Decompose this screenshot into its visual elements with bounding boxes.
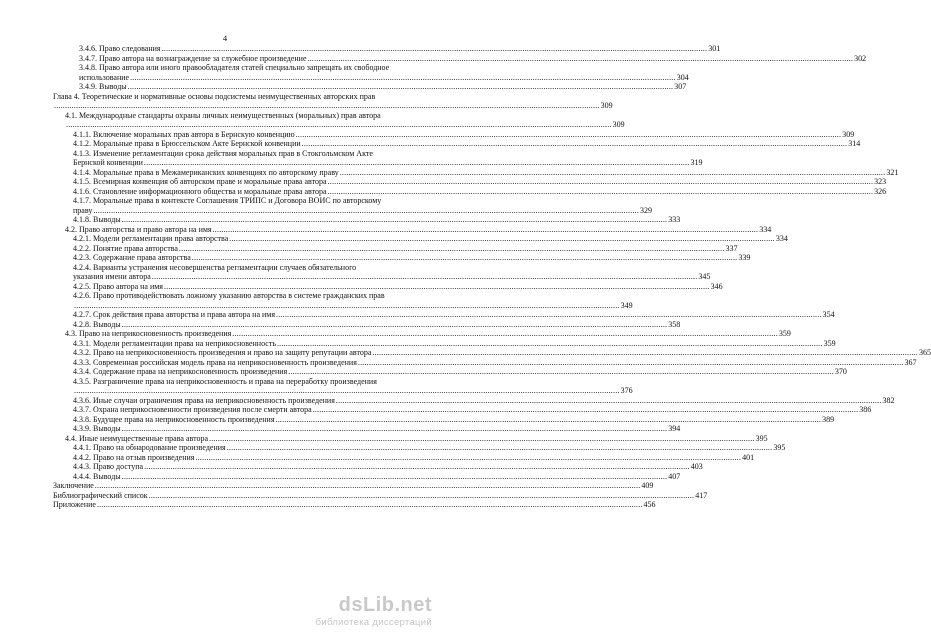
- toc-leader-dots: [288, 367, 834, 377]
- toc-entry-continuation: [79, 72, 689, 83]
- toc-entry: [53, 319, 681, 330]
- toc-page-number: 376: [620, 386, 633, 395]
- toc-leader-dots: [66, 120, 612, 130]
- toc-entry: [53, 348, 931, 358]
- toc-entry: [53, 452, 755, 463]
- toc-leader-dots: [74, 301, 620, 311]
- toc-entry-title: 4.2.5. Право автора на имя: [73, 281, 163, 291]
- toc-leader-dots: [336, 396, 882, 406]
- toc-page-number: 333: [668, 215, 681, 224]
- toc-entry: [53, 167, 899, 178]
- toc-leader-dots: [372, 348, 918, 358]
- toc-entry: [53, 367, 847, 377]
- toc-entry-title: 3.4.8. Право автора или иного правообладателя статей специально запрещать их свободное: [79, 63, 390, 72]
- toc-entry: [53, 224, 772, 235]
- toc-entry: [53, 234, 788, 244]
- toc-leader-dots: [328, 177, 874, 187]
- toc-entry-title: 4.1.2. Моральные права в Брюссельском Акте Бернской конвенции: [73, 139, 301, 148]
- toc-page-number: 307: [674, 82, 687, 91]
- toc-page-number: 345: [698, 272, 711, 281]
- toc-entry-continuation: [65, 120, 625, 130]
- watermark-logo: dsLib.net: [338, 594, 432, 616]
- toc-entry: [53, 129, 855, 140]
- toc-page-number: 346: [710, 281, 723, 291]
- toc-entry-title: 4.3.6. Иные случаи ограничения права на неприкосновенность произведения: [73, 395, 335, 405]
- toc-entry-title: 4.1.3. Изменение регламентации срока действия моральных прав в Стокгольмском Акте: [73, 148, 373, 158]
- toc-entry-continuation: [53, 101, 613, 111]
- toc-leader-dots: [152, 272, 698, 282]
- toc-leader-dots: [122, 215, 668, 225]
- toc-entry-continuation: [73, 205, 652, 216]
- toc-leader-dots: [227, 443, 773, 453]
- toc-page-number: 304: [676, 72, 689, 82]
- toc-entry-title: 4.1.1. Включение моральных прав автора в Бернскую конвенцию: [73, 129, 295, 139]
- toc-page-number: 365: [919, 348, 931, 357]
- toc-page-number: 349: [620, 300, 633, 310]
- toc-entry: [53, 186, 887, 197]
- toc-leader-dots: [122, 424, 668, 434]
- toc-entry: [53, 500, 656, 510]
- toc-entry: [53, 91, 613, 111]
- toc-page-number: 389: [822, 414, 835, 424]
- toc-page-number: 309: [600, 101, 613, 110]
- toc-page-number: 403: [690, 462, 703, 471]
- toc-entry-title: 4.3.5. Разграничение права на неприкосновенность и права на переработку произведения: [73, 376, 377, 386]
- toc-leader-dots: [232, 329, 778, 339]
- toc-leader-dots: [164, 282, 710, 292]
- toc-leader-dots: [162, 44, 708, 54]
- toc-entry: [53, 243, 738, 254]
- toc-entry: [53, 262, 711, 282]
- toc-leader-dots: [277, 339, 823, 349]
- toc-leader-dots: [192, 253, 738, 263]
- toc-leader-dots: [128, 82, 674, 92]
- toc-entry: [53, 338, 836, 349]
- toc-entry-title: 4.3.2. Право на неприкосновенность произведения и право на защиту репутации автора: [73, 348, 372, 357]
- toc-entry-title: 4.1.7. Моральные права в контексте Соглашения ТРИПС и Договора ВОИС по авторскому: [73, 196, 382, 205]
- toc-entry: [53, 424, 681, 434]
- toc-entry: [53, 329, 791, 339]
- toc-entry-title: 4.2.8. Выводы: [73, 319, 121, 329]
- toc-leader-dots: [95, 481, 641, 491]
- toc-entry-title: 4.4.2. Право на отзыв произведения: [73, 452, 195, 462]
- toc-entry: [53, 405, 872, 415]
- toc-entry-title: 4.3.9. Выводы: [73, 424, 121, 433]
- toc-leader-dots: [144, 158, 690, 168]
- toc-entry-title: 4.3. Право на неприкосновенность произведения: [65, 329, 232, 338]
- toc-entry-title: 3.4.7. Право автора на вознаграждение за служебное произведение: [79, 53, 307, 63]
- toc-entry-title: 3.4.6. Право следования: [79, 44, 161, 53]
- toc-entry-title-continued: указания имени автора: [73, 272, 151, 281]
- toc-entry-continuation: [73, 300, 633, 311]
- toc-entry: [53, 462, 703, 472]
- toc-entry: [53, 376, 633, 396]
- toc-page-number: 301: [708, 44, 721, 53]
- toc-entry-continuation: [73, 386, 633, 396]
- toc-entry-title: Глава 4. Теоретические и нормативные основы подсистемы неимущественных авторских прав: [53, 91, 376, 101]
- toc-page-number: 309: [842, 129, 855, 139]
- toc-entry: [53, 148, 703, 168]
- toc-leader-dots: [130, 73, 676, 83]
- toc-leader-dots: [179, 244, 725, 254]
- toc-entry: [53, 471, 681, 482]
- toc-page-number: 382: [882, 395, 895, 405]
- toc-entry: [53, 443, 786, 453]
- toc-leader-dots: [276, 415, 822, 425]
- toc-entry-title: 4.1. Международные стандарты охраны личных неимущественных (моральных) прав автора: [65, 110, 381, 120]
- toc-leader-dots: [122, 320, 668, 330]
- toc-entry-title: 4.2.2. Понятие права авторства: [73, 243, 178, 253]
- toc-leader-dots: [195, 453, 741, 463]
- toc-leader-dots: [340, 168, 886, 178]
- toc-entry-title: 4.3.4. Содержание права на неприкосновенность произведения: [73, 367, 288, 376]
- toc-entry: [53, 433, 768, 444]
- toc-entry-title: 4.2. Право авторства и право автора на имя: [65, 224, 212, 234]
- toc-leader-dots: [74, 386, 620, 396]
- toc-page-number: 319: [690, 158, 703, 167]
- toc-entry-title: Библиографический список: [53, 490, 148, 500]
- toc-page-number: 386: [859, 405, 872, 414]
- toc-page-number: 337: [725, 243, 738, 253]
- toc-page-number: 339: [738, 253, 751, 262]
- toc-page-number: 302: [854, 53, 867, 63]
- toc-entry: [53, 63, 689, 82]
- toc-entry-title: 4.4. Иные неимущественные права автора: [65, 433, 209, 443]
- table-of-contents: [53, 44, 931, 510]
- toc-page-number: 407: [668, 471, 681, 481]
- toc-entry-title: 4.4.3. Право доступа: [73, 462, 144, 471]
- toc-entry-title: 4.2.1. Модели регламентации права авторства: [73, 234, 229, 243]
- toc-leader-dots: [54, 101, 600, 111]
- toc-leader-dots: [122, 472, 668, 482]
- toc-entry-title: 4.4.4. Выводы: [73, 471, 121, 481]
- toc-entry: [53, 357, 917, 368]
- toc-entry-title: 4.3.3. Современная российская модель права на неприкосновенность произведения: [73, 357, 357, 367]
- toc-entry: [53, 414, 835, 425]
- toc-entry-title: 4.1.4. Моральные права в Межамериканских конвенциях по авторскому праву: [73, 167, 339, 177]
- toc-entry: [53, 481, 654, 491]
- toc-entry: [53, 310, 835, 320]
- toc-page-number: 358: [668, 319, 681, 329]
- toc-leader-dots: [358, 358, 904, 368]
- toc-entry-title: 3.4.9. Выводы: [79, 82, 127, 91]
- toc-entry-continuation: [73, 158, 703, 168]
- toc-entry: [53, 139, 861, 149]
- toc-entry: [53, 44, 721, 54]
- toc-page-number: 334: [759, 224, 772, 234]
- toc-leader-dots: [308, 54, 854, 64]
- toc-page-number: 409: [641, 481, 654, 490]
- toc-page-number: 395: [773, 443, 786, 452]
- toc-leader-dots: [276, 310, 822, 320]
- toc-entry: [53, 82, 687, 92]
- toc-entry-title: 4.2.7. Срок действия права авторства и права автора на имя: [73, 310, 276, 319]
- toc-entry-title: 4.3.1. Модели регламентации права на неприкосновенность: [73, 338, 276, 348]
- toc-leader-dots: [97, 500, 643, 510]
- toc-entry: [53, 281, 723, 292]
- toc-leader-dots: [149, 491, 695, 501]
- toc-entry: [53, 253, 751, 263]
- toc-entry: [53, 291, 633, 310]
- toc-page-number: 417: [695, 490, 708, 500]
- toc-page-number: 326: [874, 186, 887, 196]
- toc-leader-dots: [229, 234, 775, 244]
- toc-page-number: 329: [639, 205, 652, 215]
- toc-page-number: 456: [643, 500, 656, 509]
- toc-page-number: 370: [834, 367, 847, 376]
- toc-leader-dots: [296, 130, 842, 140]
- toc-page-number: 395: [755, 433, 768, 443]
- toc-entry-title: 4.1.5. Всемирная конвенция об авторском праве и моральные права автора: [73, 177, 327, 186]
- toc-entry: [53, 215, 681, 225]
- toc-leader-dots: [313, 405, 859, 415]
- toc-leader-dots: [213, 225, 759, 235]
- toc-entry-title: 4.1.6. Становление информационного общества и моральные права автора: [73, 186, 327, 196]
- toc-entry: [53, 177, 887, 187]
- toc-page-number: 354: [822, 310, 835, 319]
- watermark-subtitle: библиотека диссертаций: [315, 617, 432, 628]
- toc-entry-title: 4.4.1. Право на обнародование произведения: [73, 443, 226, 452]
- toc-entry-title: 4.3.7. Охрана неприкосновенности произведения после смерти автора: [73, 405, 312, 414]
- toc-leader-dots: [302, 139, 848, 149]
- toc-page-number: 314: [848, 139, 861, 148]
- toc-page-number: 367: [904, 357, 917, 367]
- toc-entry: [53, 490, 708, 501]
- toc-entry-title-continued: Бернской конвенции: [73, 158, 143, 167]
- toc-leader-dots: [328, 187, 874, 197]
- toc-entry: [53, 196, 652, 215]
- toc-page-number: 359: [823, 338, 836, 348]
- toc-leader-dots: [93, 206, 639, 216]
- toc-entry: [53, 53, 867, 64]
- toc-entry-title: Приложение: [53, 500, 96, 509]
- toc-page-number: 394: [668, 424, 681, 433]
- toc-leader-dots: [209, 434, 755, 444]
- toc-entry-title: 4.2.6. Право противодействовать ложному указанию авторства в системе гражданских прав: [73, 291, 385, 300]
- toc-entry-title: Заключение: [53, 481, 94, 490]
- toc-page-number: 323: [874, 177, 887, 186]
- watermark: [316, 594, 432, 628]
- toc-entry-title: 4.3.8. Будущее права на неприкосновенность произведения: [73, 414, 275, 424]
- toc-page-number: 401: [742, 452, 755, 462]
- toc-entry-title: 4.1.8. Выводы: [73, 215, 121, 224]
- toc-page-number: 321: [886, 167, 899, 177]
- toc-entry: [53, 395, 895, 406]
- toc-entry-title-continued: использование: [79, 72, 130, 82]
- toc-entry-continuation: [73, 272, 711, 282]
- toc-page-number: 334: [775, 234, 788, 243]
- toc-entry: [53, 110, 625, 130]
- toc-entry-title-continued: праву: [73, 205, 93, 215]
- toc-entry-title: 4.2.3. Содержание права авторства: [73, 253, 191, 262]
- page-number: 4: [222, 33, 228, 43]
- toc-page-number: 309: [612, 120, 625, 129]
- toc-entry-title: 4.2.4. Варианты устранения несовершенства регламентации случаев обязательного: [73, 262, 357, 272]
- toc-page-number: 359: [778, 329, 791, 338]
- toc-leader-dots: [144, 462, 690, 472]
